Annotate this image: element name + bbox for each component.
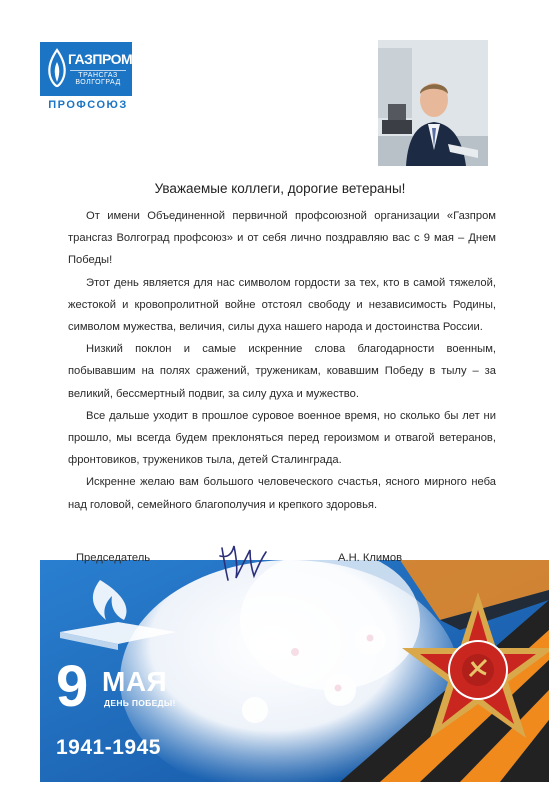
handwritten-signature: [218, 536, 270, 588]
paragraph: От имени Объединенной первичной профсоюзной организации «Газпром трансгаз Волгоград профсоюз» и от себя лично поздравляю вас с 9 мая – Днем Победы!: [68, 210, 496, 267]
years-range: 1941-1945: [56, 736, 161, 759]
portrait-photo: [378, 40, 488, 166]
paragraph: Этот день является для нас символом гордости за тех, кто в самой тяжелой, жестокой и кровопролитной войне отстоял свободу и независимость Родины, символом мужества, величия, силы духа нашего народа и достоинства России.: [68, 276, 496, 334]
logo-box: [40, 42, 132, 96]
paragraph: Искренне желаю вам большого человеческого счастья, ясного мирного неба над головой, семейного благополучия и крепкого здоровья.: [68, 476, 496, 511]
date-day: 9: [56, 654, 89, 719]
signer-name: А.Н. Климов: [338, 552, 403, 564]
signer-title: Председатель: [76, 552, 151, 564]
gazprom-logo: [40, 42, 132, 111]
portrait-illustration: [378, 40, 488, 166]
logo-subtitle-1: ТРАНСГАЗ: [70, 70, 126, 80]
logo-union-text: ПРОФСОЮЗ: [48, 99, 128, 111]
letter-body: [68, 205, 496, 516]
letter-heading: Уважаемые коллеги, дорогие ветераны!: [154, 181, 406, 196]
victory-day-banner: [40, 560, 549, 782]
date-subtitle: ДЕНЬ ПОБЕДЫ!: [104, 698, 176, 708]
paragraph: Все дальше уходит в прошлое суровое военное время, но сколько бы лет ни прошло, мы всегда будем преклоняться перед героизмом и отвагой ветеранов, фронтовиков, тружеников тыла, детей Сталинграда.: [68, 409, 496, 467]
date-month: МАЯ: [102, 666, 168, 697]
logo-subtitle-2: ВОЛГОГРАД: [75, 79, 121, 86]
logo-brand-text: ГАЗПРОМ: [68, 51, 133, 67]
gazprom-flame-icon: [46, 48, 68, 88]
paragraph: Низкий поклон и самые искренние слова благодарности военным, побывавшим на полях сражений, труженикам, ковавшим Победу в тылу – за великий, бессмертный подвиг, за силу духа и мужество.: [68, 343, 496, 400]
